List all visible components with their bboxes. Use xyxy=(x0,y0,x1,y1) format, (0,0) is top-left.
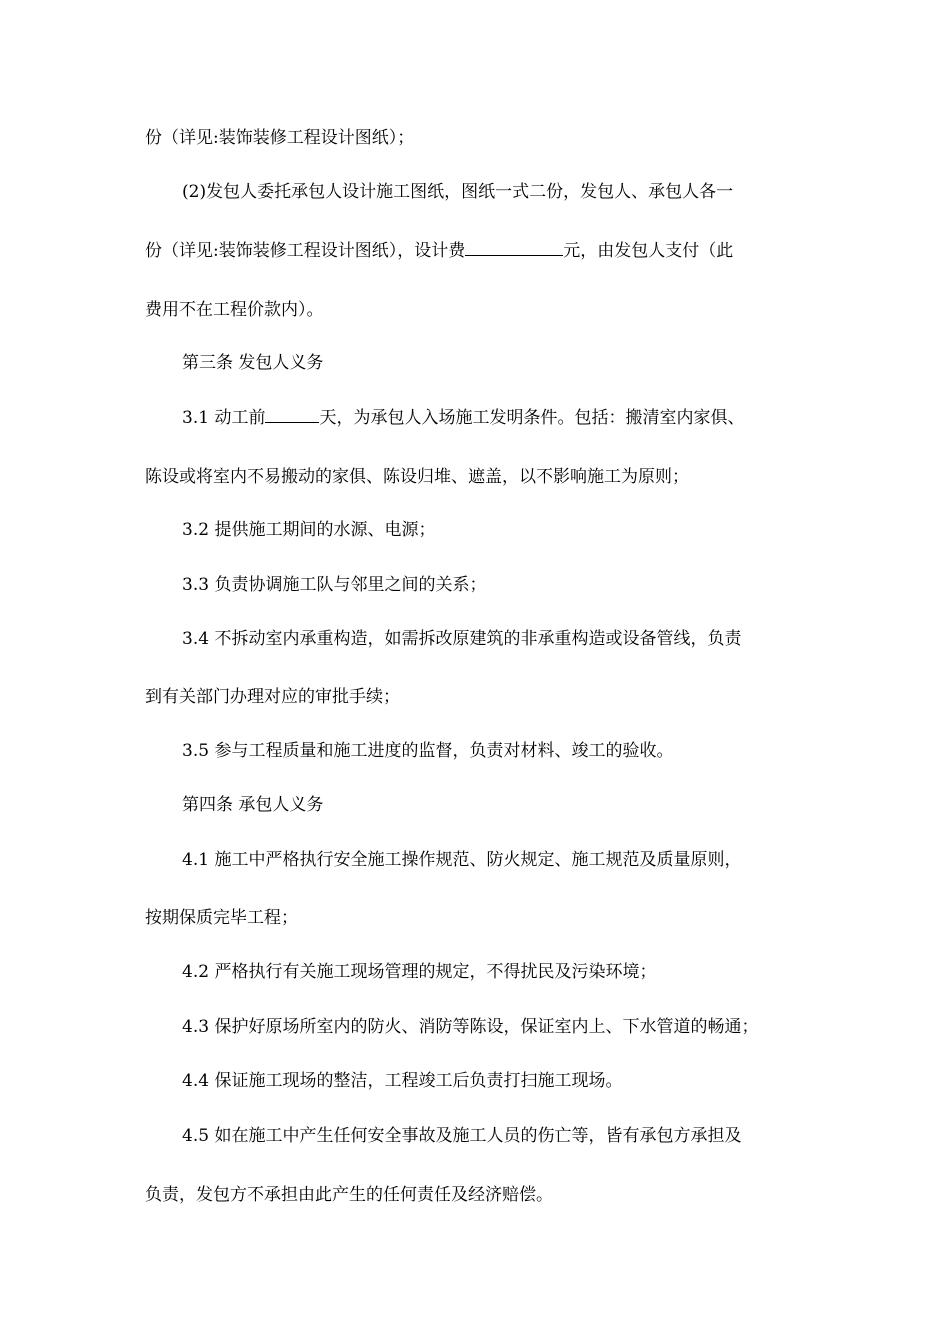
line-text: 4.1 施工中严格执行安全施工操作规范、防火规定、施工规范及质量原则， xyxy=(182,850,742,870)
text-line-2 xyxy=(182,180,810,204)
text-line-18 xyxy=(182,1069,810,1093)
line-text: 3.1 动工前 xyxy=(182,408,266,428)
fill-in-blank-days xyxy=(265,406,319,423)
text-line-4 xyxy=(145,298,810,322)
fill-in-blank-design-fee xyxy=(465,239,563,256)
text-line-17 xyxy=(182,1015,810,1039)
text-line-12 xyxy=(182,739,810,763)
line-text: 元，由发包人支付（此 xyxy=(563,241,734,261)
section-heading-3 xyxy=(182,351,810,375)
text-line-15 xyxy=(145,906,810,930)
line-text: 4.5 如在施工中产生任何安全事故及施工人员的伤亡等，皆有承包方承担及 xyxy=(182,1126,742,1146)
line-text: 3.5 参与工程质量和施工进度的监督，负责对材料、竣工的验收。 xyxy=(182,741,674,761)
line-text: 4.4 保证施工现场的整洁，工程竣工后负责打扫施工现场。 xyxy=(182,1071,623,1091)
text-line-16 xyxy=(182,960,810,984)
text-line-8 xyxy=(182,518,810,542)
line-text: 费用不在工程价款内）。 xyxy=(145,300,324,320)
line-text: 3.4 不拆动室内承重构造，如需拆改原建筑的非承重构造或设备管线，负责 xyxy=(182,629,742,649)
text-line-9 xyxy=(182,573,810,597)
line-text: 天，为承包人入场施工发明条件。包括：搬清室内家俱、 xyxy=(319,408,745,428)
line-text: 4.2 严格执行有关施工现场管理的规定，不得扰民及污染环境； xyxy=(182,962,657,982)
text-line-20 xyxy=(145,1183,810,1207)
line-text: 份（详见:装饰装修工程设计图纸）； xyxy=(145,128,415,148)
line-text: (2)发包人委托承包人设计施工图纸，图纸一式二份，发包人、承包人各一 xyxy=(182,182,734,202)
line-text: 陈设或将室内不易搬动的家俱、陈设归堆、遮盖，以不影响施工为原则； xyxy=(145,467,689,487)
line-text: 负责，发包方不承担由此产生的任何责任及经济赔偿。 xyxy=(145,1185,553,1205)
line-text: 第四条 承包人义务 xyxy=(182,795,324,815)
text-line-14 xyxy=(182,848,810,872)
text-line-19 xyxy=(182,1124,810,1148)
section-heading-4 xyxy=(182,793,810,817)
line-text: 3.2 提供施工期间的水源、电源； xyxy=(182,520,436,540)
text-line-6 xyxy=(182,406,810,430)
text-line-11 xyxy=(145,685,810,709)
line-text: 按期保质完毕工程； xyxy=(145,908,298,928)
line-text: 3.3 负责协调施工队与邻里之间的关系； xyxy=(182,575,487,595)
line-text: 第三条 发包人义务 xyxy=(182,353,324,373)
line-text: 4.3 保护好原场所室内的防火、消防等陈设，保证室内上、下水管道的畅通； xyxy=(182,1017,759,1037)
line-text: 到有关部门办理对应的审批手续； xyxy=(145,687,400,707)
text-line-10 xyxy=(182,627,810,651)
text-line-7 xyxy=(145,465,810,489)
line-text: 份（详见:装饰装修工程设计图纸），设计费 xyxy=(145,241,466,261)
text-line-1 xyxy=(145,126,810,150)
text-line-3 xyxy=(145,239,810,263)
